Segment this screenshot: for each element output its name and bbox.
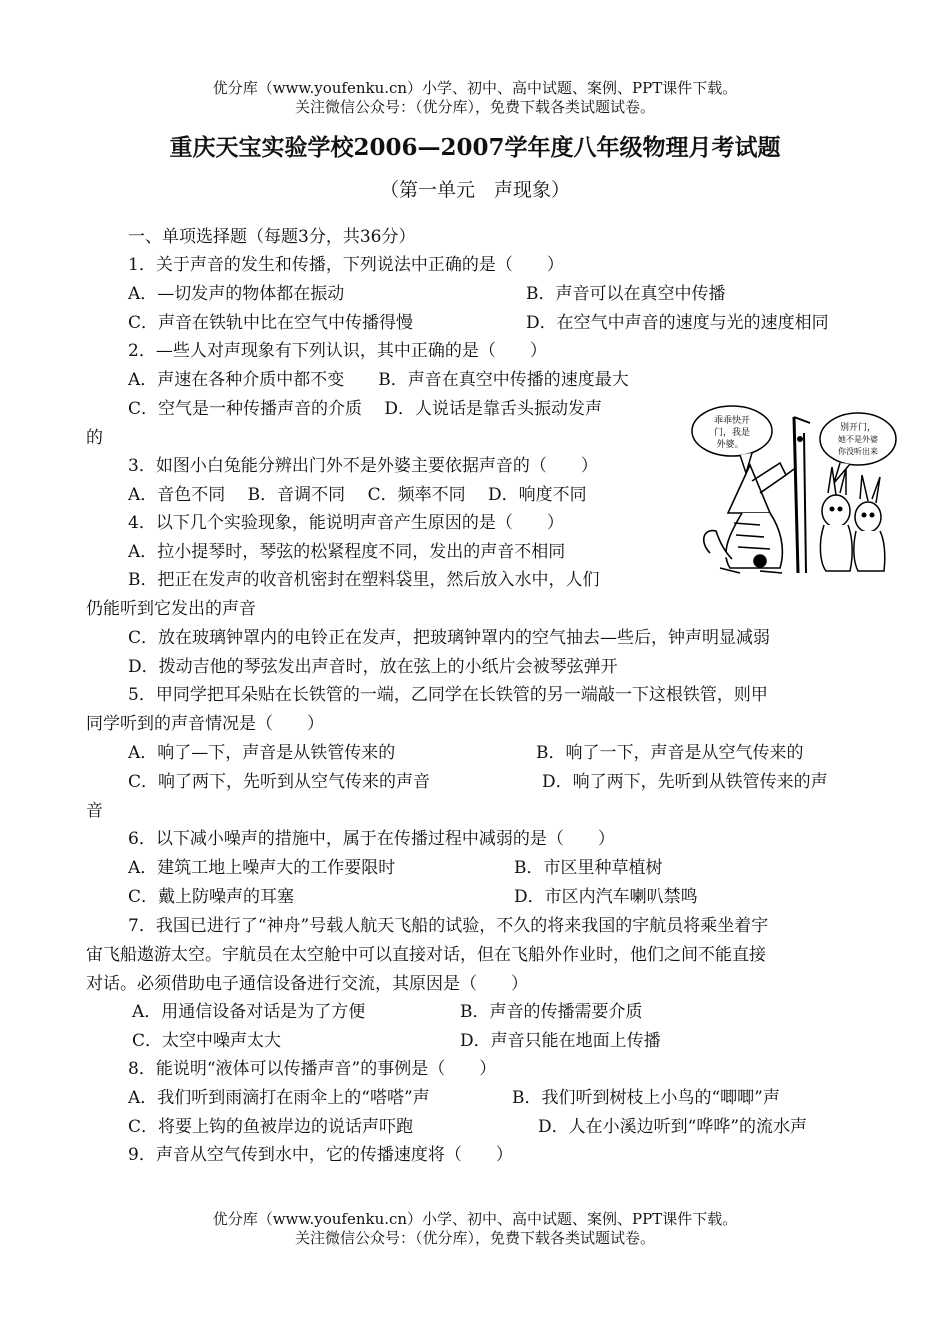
question-8-stem: 8．能说明“液体可以传播声音”的事例是（ ） <box>128 1059 497 1079</box>
bubble-right-line-2: 她不是外婆 <box>838 435 878 444</box>
question-7-option-d: D．声音只能在地面上传播 <box>460 1031 661 1051</box>
question-2-options-cd: C．空气是一种传播声音的介质 D．人说话是靠舌头振动发声 <box>128 399 603 419</box>
question-6-stem: 6．以下减小噪声的措施中，属于在传播过程中减弱的是（ ） <box>128 829 615 849</box>
question-5-option-d-cont: 音 <box>86 801 103 821</box>
question-4-option-b-cont: 仍能听到它发出的声音 <box>86 599 256 619</box>
question-4-option-d: D．拨动吉他的琴弦发出声音时，放在弦上的小纸片会被琴弦弹开 <box>128 657 618 677</box>
bubble-left-line-3: 外婆。 <box>716 440 744 450</box>
question-2-options-cd-cont: 的 <box>86 428 103 448</box>
question-1-option-d: D．在空气中声音的速度与光的速度相同 <box>526 313 829 333</box>
footer-line-1: 优分库（www.youfenku.cn）小学、初中、高中试题、案例、PPT课件下载。 <box>212 1210 738 1228</box>
rabbits-drawing <box>820 467 884 571</box>
header-line-2: 关注微信公众号：（优分库），免费下载各类试题试卷。 <box>294 98 655 116</box>
question-6-option-b: B．市区里种草植树 <box>514 858 663 878</box>
question-1-option-c: C．声音在铁轨中比在空气中传播得慢 <box>128 313 414 333</box>
question-7-option-c: C．太空中噪声太大 <box>132 1031 282 1051</box>
question-4-option-c: C．放在玻璃钟罩内的电铃正在发声，把玻璃钟罩内的空气抽去—些后，钟声明显减弱 <box>128 628 771 648</box>
question-8-option-a: A．我们听到雨滴打在雨伞上的“嗒嗒”声 <box>128 1088 430 1108</box>
question-5-option-b: B．响了一下，声音是从空气传来的 <box>536 743 804 763</box>
question-7-stem-1: 7．我国已进行了“神舟”号载人航天飞船的试验，不久的将来我国的宇航员将乘坐着宇 <box>128 916 769 936</box>
question-1-option-a: A．—切发声的物体都在振动 <box>128 284 345 304</box>
question-4-stem: 4．以下几个实验现象，能说明声音产生原因的是（ ） <box>128 513 564 533</box>
door-drawing <box>794 417 810 573</box>
section-heading: 一、单项选择题（每题3分，共36分） <box>128 227 416 247</box>
question-8-option-b: B．我们听到树枝上小鸟的“唧唧”声 <box>512 1088 780 1108</box>
bubble-left-line-2: 门，我是 <box>713 428 751 438</box>
question-8-option-d: D．人在小溪边听到“哗哗”的流水声 <box>538 1117 808 1137</box>
question-6-option-c: C．戴上防噪声的耳塞 <box>128 887 295 907</box>
question-5-option-a: A．响了—下，声音是从铁管传来的 <box>128 743 396 763</box>
question-7-option-b: B．声音的传播需要介质 <box>460 1002 643 1022</box>
question-5-option-d: D．响了两下，先听到从铁管传来的声 <box>542 772 828 792</box>
cartoon-illustration <box>690 403 898 577</box>
bubble-left-line-1: 乖乖快开 <box>713 416 751 426</box>
bubble-right-line-3: 你没听出来 <box>838 447 878 456</box>
footer-line-2: 关注微信公众号：（优分库），免费下载各类试题试卷。 <box>294 1229 655 1247</box>
question-4-option-b: B．把正在发声的收音机密封在塑料袋里，然后放入水中，人们 <box>128 570 600 590</box>
page-subtitle: （第一单元 声现象） <box>379 179 570 201</box>
cartoon-svg <box>690 403 898 577</box>
question-6-option-d: D．市区内汽车喇叭禁鸣 <box>514 887 698 907</box>
question-7-stem-2: 宙飞船遨游太空。宇航员在太空舱中可以直接对话，但在飞船外作业时，他们之间不能直接 <box>86 945 766 965</box>
question-4-option-a: A．拉小提琴时，琴弦的松紧程度不同，发出的声音不相同 <box>128 542 566 562</box>
question-6-option-a: A．建筑工地上噪声大的工作要限时 <box>128 858 396 878</box>
bubble-right-line-1: 别开门， <box>839 423 877 433</box>
question-2-options-ab: A．声速在各种介质中都不变 B．声音在真空中传播的速度最大 <box>128 370 629 390</box>
question-8-option-c: C．将要上钩的鱼被岸边的说话声吓跑 <box>128 1117 414 1137</box>
question-1-option-b: B．声音可以在真空中传播 <box>526 284 726 304</box>
question-3-options: A．音色不同 B．音调不同 C．频率不同 D．响度不同 <box>128 485 587 505</box>
page-title: 重庆天宝实验学校2006—2007学年度八年级物理月考试题 <box>169 134 781 161</box>
question-5-stem: 5．甲同学把耳朵贴在长铁管的一端，乙同学在长铁管的另一端敲一下这根铁管，则甲 <box>128 685 768 705</box>
question-5-stem-cont: 同学听到的声音情况是（ ） <box>86 714 324 734</box>
question-3-stem: 3．如图小白兔能分辨出门外不是外婆主要依据声音的（ ） <box>128 456 598 476</box>
wolf-drawing <box>704 463 794 573</box>
question-5-option-c: C．响了两下，先听到从空气传来的声音 <box>128 772 431 792</box>
question-7-stem-3: 对话。必须借助电子通信设备进行交流，其原因是（ ） <box>86 974 528 994</box>
question-9-stem: 9．声音从空气传到水中，它的传播速度将（ ） <box>128 1145 513 1165</box>
header-line-1: 优分库（www.youfenku.cn）小学、初中、高中试题、案例、PPT课件下载。 <box>212 79 738 97</box>
question-7-option-a: A．用通信设备对话是为了方便 <box>132 1002 366 1022</box>
question-2-stem: 2．—些人对声现象有下列认识，其中正确的是（ ） <box>128 341 547 361</box>
question-1-stem: 1．关于声音的发生和传播，下列说法中正确的是（ ） <box>128 255 564 275</box>
